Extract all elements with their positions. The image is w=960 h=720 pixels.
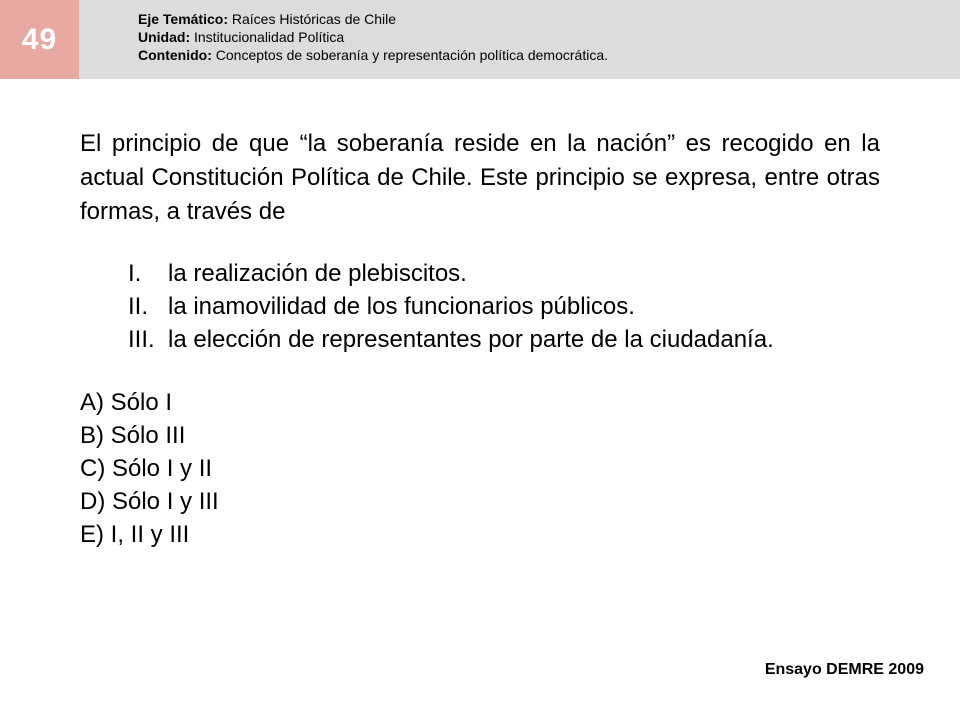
option-d: D) Sólo I y III xyxy=(80,488,219,515)
option-a: A) Sólo I xyxy=(80,389,173,416)
source-label: Ensayo DEMRE 2009 xyxy=(764,661,924,678)
option-e: E) I, II y III xyxy=(80,521,190,548)
statement-1-number: I. xyxy=(128,260,142,287)
topic-metadata xyxy=(138,10,608,64)
meta-eje-label: Eje Temático: xyxy=(138,11,228,27)
meta-eje-tematico xyxy=(138,10,608,28)
statement-1-text: la realización de plebiscitos. xyxy=(168,260,467,287)
statement-list xyxy=(128,257,774,356)
statement-3-text: la elección de representantes por parte de la ciudadanía. xyxy=(168,326,774,353)
meta-unidad-value: Institucionalidad Política xyxy=(190,29,345,45)
statement-2-number: II. xyxy=(128,293,149,320)
meta-unidad-label: Unidad: xyxy=(138,29,191,45)
meta-eje-value: Raíces Históricas de Chile xyxy=(228,11,397,27)
meta-unidad xyxy=(138,28,608,46)
option-c: C) Sólo I y II xyxy=(80,455,213,482)
statement-2-text: la inamovilidad de los funcionarios públicos. xyxy=(168,293,635,320)
meta-contenido-label: Contenido: xyxy=(138,47,212,63)
meta-contenido-value: Conceptos de soberanía y representación política democrática. xyxy=(211,47,608,63)
statement-2 xyxy=(128,290,774,323)
option-b: B) Sólo III xyxy=(80,422,186,449)
statement-3 xyxy=(128,323,774,356)
question-number xyxy=(0,0,79,79)
meta-contenido xyxy=(138,46,608,64)
statement-1 xyxy=(128,257,774,290)
question-number-label: 49 xyxy=(21,22,58,56)
question-text: El principio de que “la soberanía reside en la nación” es recogido en la actual Constitución Política de Chile. Este principio se expresa, entre otras formas, a través de xyxy=(80,130,880,225)
statement-3-number: III. xyxy=(128,326,155,353)
answer-options xyxy=(80,386,219,551)
